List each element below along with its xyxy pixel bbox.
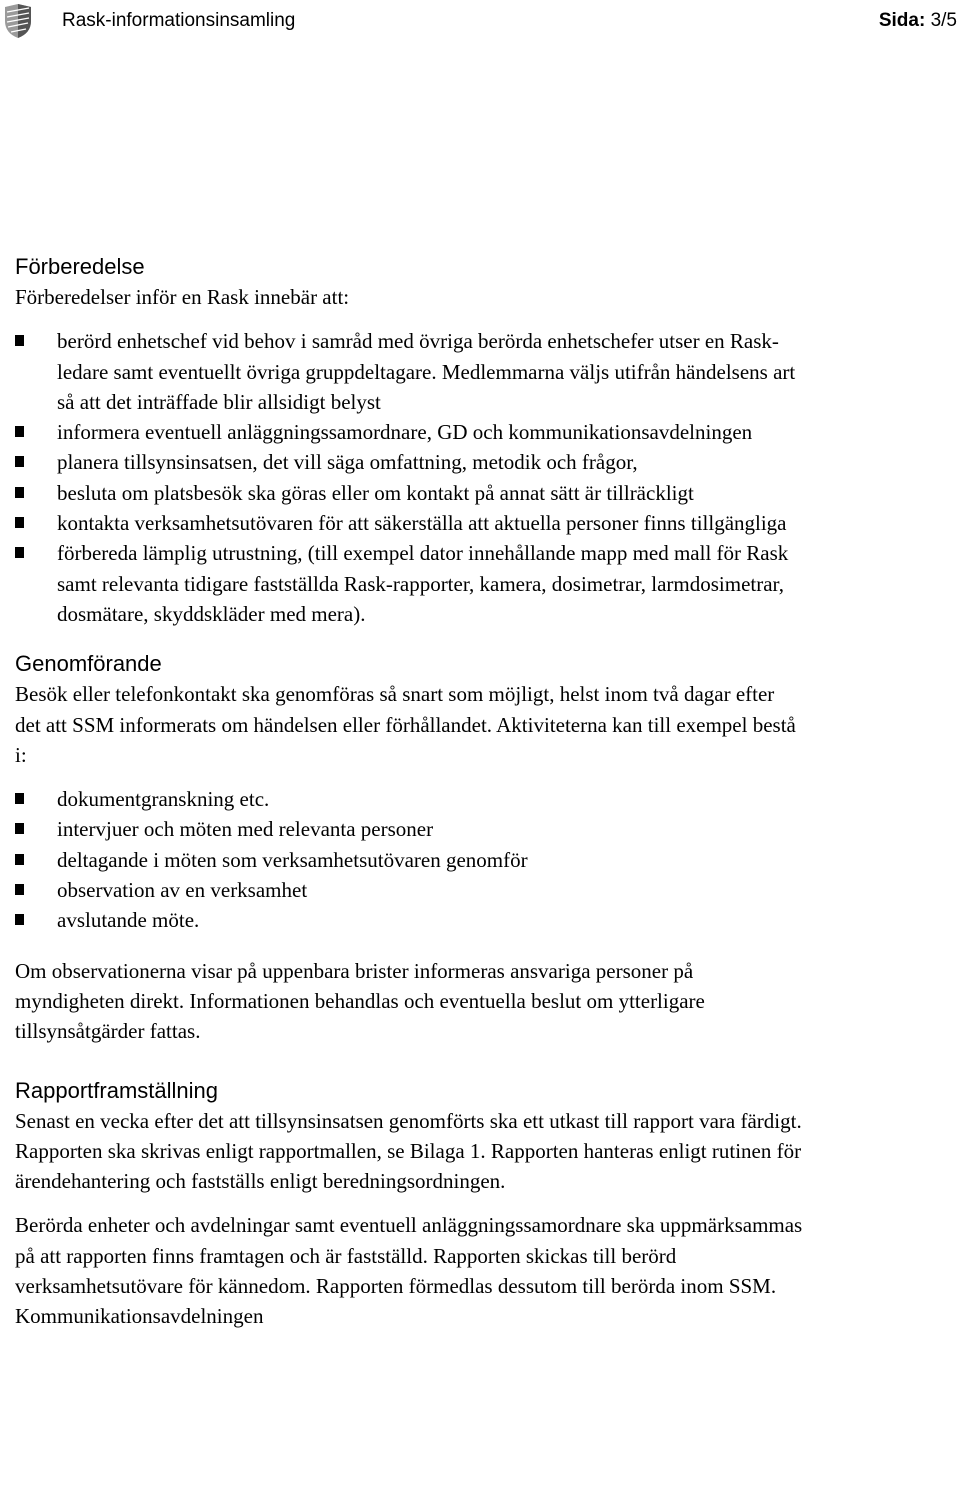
genomforande-outro: Om observationerna visar på uppenbara brister informeras ansvariga personer på myndigheten direkt. Informationen behandlas och eventuella beslut om ytterligare tillsynsåtgärder fattas. — [15, 958, 705, 1044]
list-item: berörd enhetschef vid behov i samråd med övriga berörda enhetschefer utser en Rask-ledare samt eventuellt övriga gruppdeltagare. Medlemmarna väljs utifrån händelsens art så att det inträffade blir allsidigt belyst — [15, 326, 805, 417]
rapport-paragraph-2: Berörda enheter och avdelningar samt eventuell anläggningssamordnare ska uppmärksammas på att rapporten finns framtagen och är fastställd. Rapporten skickas till berörd verksamhetsutövare för kännedom. Rapporten förmedlas dessutom till berörda inom SSM. Kommunikationsavdelningen — [15, 1213, 803, 1329]
square-bullet-icon — [15, 793, 24, 804]
section-heading-rapport: Rapportframställning — [15, 1077, 218, 1103]
list-item: besluta om platsbesök ska göras eller om kontakt på annat sätt är tillräckligt — [15, 478, 805, 508]
list-item: deltagande i möten som verksamhetsutövaren genomför — [15, 845, 805, 875]
document-body — [15, 252, 805, 1332]
square-bullet-icon — [15, 517, 24, 528]
square-bullet-icon — [15, 487, 24, 498]
square-bullet-icon — [15, 547, 24, 558]
document-title: Rask-informationsinsamling — [62, 10, 296, 31]
shield-logo-icon — [3, 3, 33, 39]
list-item: kontakta verksamhetsutövaren för att säkerställa att aktuella personer finns tillgängliga — [15, 508, 805, 538]
list-item: avslutande möte. — [15, 905, 805, 935]
square-bullet-icon — [15, 456, 24, 467]
genomforande-intro: Besök eller telefonkontakt ska genomföras så snart som möjligt, helst inom två dagar efter det att SSM informerats om händelsen eller förhållandet. Aktiviteterna kan till exempel bestå i: — [15, 682, 796, 767]
forberedelse-intro: Förberedelser inför en Rask innebär att: — [15, 285, 350, 309]
page-indicator — [879, 10, 957, 32]
list-item: observation av en verksamhet — [15, 875, 805, 905]
page-label: Sida: — [878, 10, 926, 31]
section-heading-genomforande: Genomförande — [15, 651, 162, 677]
square-bullet-icon — [15, 823, 24, 834]
section-heading-forberedelse: Förberedelse — [15, 254, 145, 279]
forberedelse-list — [15, 326, 805, 629]
square-bullet-icon — [15, 335, 24, 346]
rapport-paragraph-1: Senast en vecka efter det att tillsynsinsatsen genomförts ska ett utkast till rapport vara färdigt. Rapporten ska skrivas enligt rapportmallen, se Bilaga 1. Rapporten hanteras enligt rutinen för ärendehantering och fastställs enligt beredningsordningen. — [15, 1108, 802, 1194]
genomforande-list — [15, 784, 805, 935]
list-item: förbereda lämplig utrustning, (till exempel dator innehållande mapp med mall för Rask samt relevanta tidigare fastställda Rask-rapporter, kamera, dosimetrar, larmdosimetrar, dosmätare, skyddskläder med mera). — [15, 538, 805, 629]
list-item: planera tillsynsinsatsen, det vill säga omfattning, metodik och frågor, — [15, 447, 805, 477]
list-item: dokumentgranskning etc. — [15, 784, 805, 814]
square-bullet-icon — [15, 854, 24, 865]
square-bullet-icon — [15, 914, 24, 925]
page-number: 3/5 — [930, 10, 957, 31]
square-bullet-icon — [15, 884, 24, 895]
page-header — [0, 0, 960, 44]
list-item: informera eventuell anläggningssamordnare, GD och kommunikationsavdelningen — [15, 417, 805, 447]
list-item: intervjuer och möten med relevanta personer — [15, 814, 805, 844]
square-bullet-icon — [15, 426, 24, 437]
